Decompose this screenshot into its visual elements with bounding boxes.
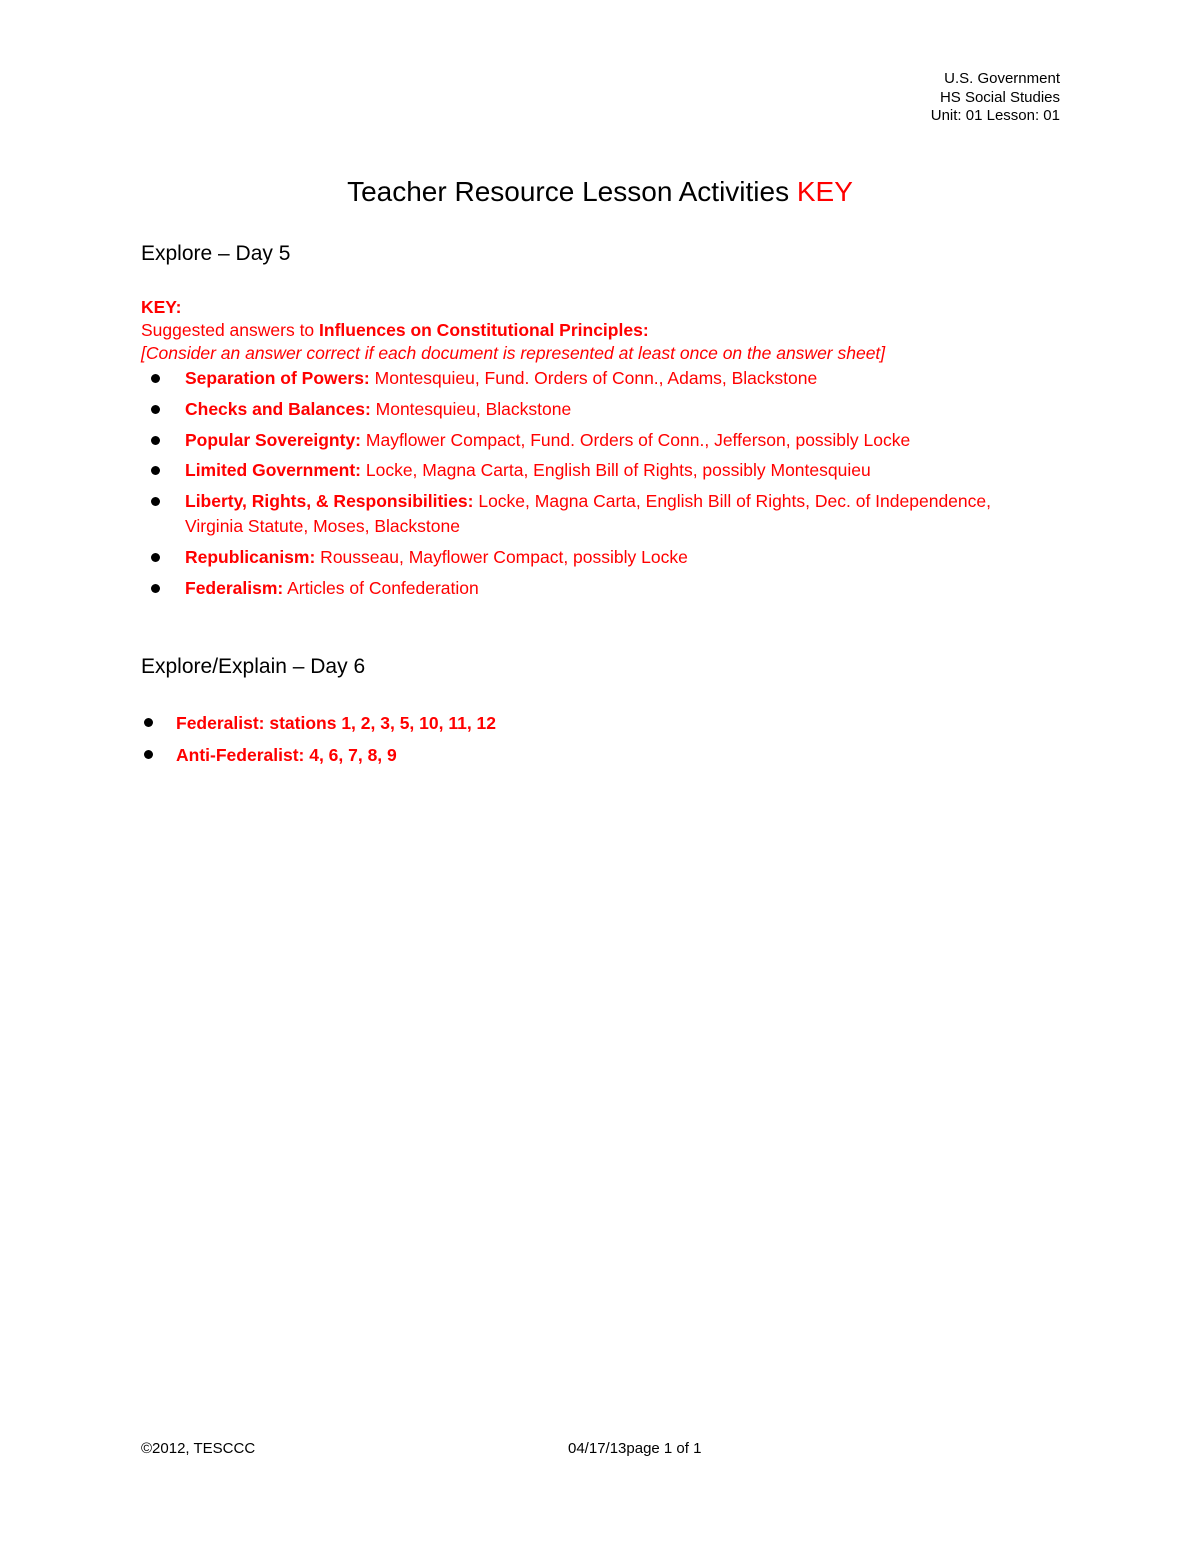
header-course: U.S. Government bbox=[944, 70, 1060, 87]
header-unit-lesson: Unit: 01 Lesson: 01 bbox=[930, 107, 1060, 124]
page-title bbox=[0, 176, 1200, 208]
bullet-icon bbox=[144, 750, 153, 759]
list-item bbox=[141, 711, 496, 736]
principle-text: Rousseau, Mayflower Compact, possibly Locke bbox=[315, 546, 688, 567]
list-item bbox=[141, 366, 1021, 391]
bullet-icon bbox=[151, 553, 160, 562]
federalist-stations: Federalist: stations 1, 2, 3, 5, 10, 11, 12 bbox=[176, 713, 497, 733]
bullet-icon bbox=[151, 584, 160, 593]
bullet-icon bbox=[151, 374, 160, 383]
principle-text: Montesquieu, Blackstone bbox=[370, 398, 572, 419]
principle-text: Locke, Magna Carta, English Bill of Rights, possibly Montesquieu bbox=[361, 460, 871, 481]
list-item bbox=[141, 428, 1021, 453]
suggested-topic: Influences on Constitutional Principles: bbox=[319, 320, 649, 340]
section-heading-day6: Explore/Explain – Day 6 bbox=[141, 655, 366, 678]
bullet-icon bbox=[144, 718, 153, 727]
section-heading-day5: Explore – Day 5 bbox=[141, 242, 291, 265]
principles-list bbox=[141, 366, 1021, 607]
federalist-list bbox=[141, 711, 496, 775]
list-item bbox=[141, 397, 1021, 422]
page-title-main: Teacher Resource Lesson Activities bbox=[347, 176, 797, 207]
suggested-prefix: Suggested answers to bbox=[141, 320, 320, 340]
list-item bbox=[141, 545, 1021, 570]
principle-label: Republicanism: bbox=[185, 546, 316, 567]
page-title-key: KEY bbox=[796, 176, 853, 207]
principle-label: Federalism: bbox=[185, 577, 284, 598]
grading-note: [Consider an answer correct if each document is represented at least once on the answer sheet] bbox=[141, 343, 886, 363]
principle-label: Limited Government: bbox=[185, 460, 361, 481]
footer-page-info: 04/17/13page 1 of 1 bbox=[568, 1440, 702, 1457]
principle-text: Locke, Magna Carta, English Bill of Rights, Dec. of Independence, Virginia Statute, Moses, Blackstone bbox=[185, 491, 991, 537]
footer-copyright: ©2012, TESCCC bbox=[141, 1440, 256, 1457]
principle-text: Mayflower Compact, Fund. Orders of Conn., Jefferson, possibly Locke bbox=[361, 429, 911, 450]
principle-text: Montesquieu, Fund. Orders of Conn., Adams, Blackstone bbox=[369, 368, 818, 388]
principle-text: Articles of Confederation bbox=[283, 577, 479, 598]
suggested-answers-line bbox=[141, 319, 1041, 342]
key-intro bbox=[141, 296, 1041, 365]
bullet-icon bbox=[151, 497, 160, 506]
header-subject: HS Social Studies bbox=[939, 88, 1060, 106]
list-item bbox=[141, 743, 496, 768]
bullet-icon bbox=[151, 466, 160, 475]
list-item bbox=[141, 576, 1021, 601]
principle-label: Popular Sovereignty: bbox=[185, 429, 362, 450]
bullet-icon bbox=[151, 436, 160, 445]
list-item bbox=[141, 489, 1021, 539]
list-item bbox=[141, 458, 1021, 483]
anti-federalist-stations: Anti-Federalist: 4, 6, 7, 8, 9 bbox=[176, 745, 397, 765]
principle-label: Separation of Powers: bbox=[185, 368, 370, 388]
document-header bbox=[931, 70, 1060, 126]
key-label: KEY: bbox=[141, 297, 182, 317]
bullet-icon bbox=[151, 405, 160, 414]
principle-label: Liberty, Rights, & Responsibilities: bbox=[185, 491, 474, 512]
principle-label: Checks and Balances: bbox=[185, 398, 371, 419]
